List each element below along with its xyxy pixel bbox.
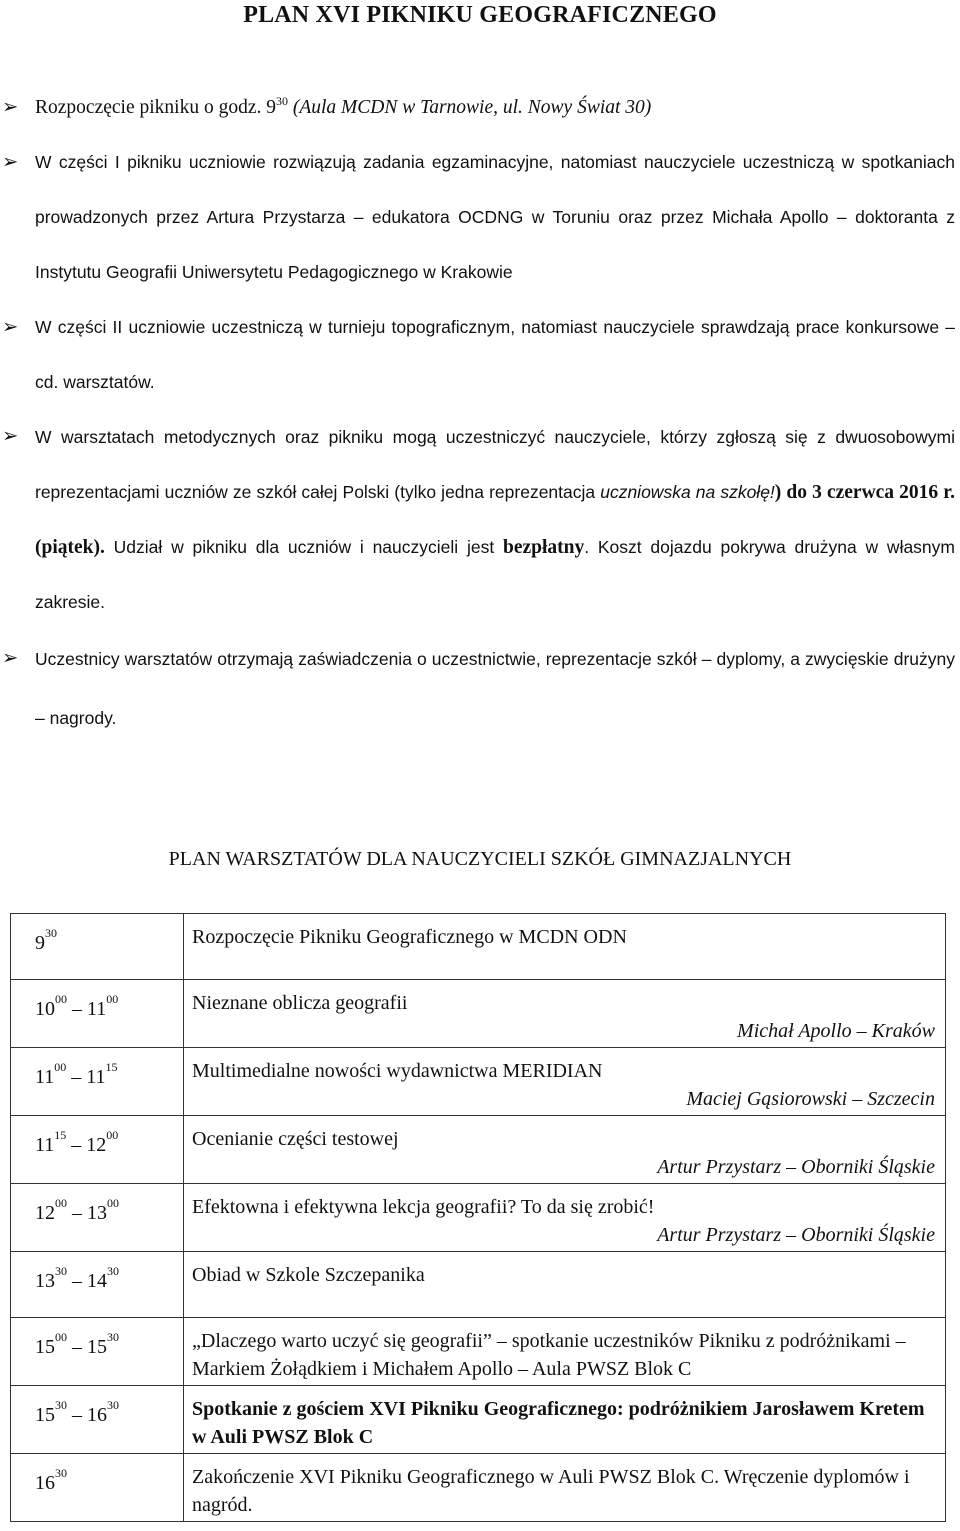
speaker-name: Artur Przystarz [657,1224,782,1246]
session-title: Rozpoczęcie Pikniku Geograficznego w MCDN ODN [192,926,627,948]
end-hour: 13 [87,1202,107,1224]
time-cell: $12^{00} - 13^{00}$ [11,1184,184,1252]
bullet-start [0,80,960,135]
arrow-bullet-icon: ➢ [2,152,19,173]
speaker-name: Maciej Gąsiorowski [686,1088,848,1110]
schedule-row [11,1184,946,1252]
time-cell: $10^{00} - 11^{00}$ [11,980,184,1048]
bullet-workshops [0,410,960,630]
time-cell: $11^{15} - 12^{00}$ [11,1116,184,1184]
description-cell [184,1252,946,1318]
start-hour: 15 [35,1404,55,1426]
start-hour: 13 [35,1270,55,1292]
speaker-separator: – [847,1088,868,1110]
arrow-bullet-icon: ➢ [2,426,19,447]
schedule-row [11,1454,946,1522]
start-hour: 15 [35,1336,55,1358]
end-hour: 16 [87,1404,107,1426]
start-minute: 00 [55,992,67,1006]
start-hour: 16 [35,1472,55,1494]
certificates-text: Uczestnicy warsztatów otrzymają zaświadczenia o uczestnictwie, reprezentacje szkół – dyplomy, a zwycięskie drużyny – nagrody. [35,649,955,728]
start-hour: 12 [35,1202,55,1224]
workshops-note: uczniowska na szkołę! [600,482,775,502]
bullet-part-one [0,135,960,300]
description-cell [184,914,946,980]
start-minute: 00 [55,1330,67,1344]
speaker-place: Oborniki Śląskie [801,1156,935,1178]
speaker-name: Artur Przystarz [657,1156,782,1178]
end-minute: 30 [107,1398,119,1412]
start-hour: 11 [35,1134,55,1156]
session-title: Ocenianie części testowej [192,1128,399,1150]
arrow-bullet-icon: ➢ [2,97,19,118]
time-cell: $13^{30} - 14^{30}$ [11,1252,184,1318]
session-title: Multimedialne nowości wydawnictwa MERIDIAN [192,1060,603,1082]
arrow-bullet-icon: ➢ [2,648,19,669]
session-title: Obiad w Szkole Szczepanika [192,1264,425,1286]
start-hour: 10 [35,998,55,1020]
schedule-row [11,1252,946,1318]
session-title: „Dlaczego warto uczyć się geografii” – spotkanie uczestników Pikniku z podróżnikami – Markiem Żołądkiem i Michałem Apollo – Aula PWSZ Blok C [192,1330,906,1380]
schedule-row [11,1386,946,1454]
speaker-place: Szczecin [867,1088,935,1110]
start-hour: 11 [35,1066,55,1088]
time-cell: $11^{00} - 11^{15}$ [11,1048,184,1116]
start-minute: 30 [55,1466,67,1480]
end-hour: 14 [87,1270,107,1292]
start-minute: 00 [55,1196,67,1210]
workshops-text: W warsztatach metodycznych oraz pikniku mogą uczestniczyć nauczyciele, którzy zgłoszą się z dwuosobowymi reprezentacjami uczniów ze szkół całej Polski (tylko jedna reprezentacja [35,427,955,502]
workshops-free: bezpłatny [502,537,585,558]
end-hour: 11 [87,998,107,1020]
schedule-table [10,913,946,1522]
part-one-text: W części I pikniku uczniowie rozwiązują zadania egzaminacyjne, natomiast nauczyciele uczestniczą w spotkaniach prowadzonych przez Artura Przystarza – edukatora OCDNG w Toruniu oraz przez Michała Apollo – doktoranta z Instytutu Geografii Uniwersytetu Pedagogicznego w Krakowie [35,152,955,282]
session-title: Efektowna i efektywna lekcja geografii? To da się zrobić! [192,1196,655,1218]
end-minute: 00 [106,1128,119,1142]
description-cell [184,1048,946,1116]
end-minute: 00 [107,1196,119,1210]
bullet-certificates [0,630,960,748]
schedule-row [11,1318,946,1386]
speaker-separator: – [851,1020,872,1042]
time-cell: $15^{00} - 15^{30}$ [11,1318,184,1386]
schedule-row [11,1116,946,1184]
session-title: Nieznane oblicza geografii [192,992,408,1014]
speaker-separator: – [781,1156,802,1178]
schedule-row [11,1048,946,1116]
end-minute: 30 [107,1264,119,1278]
page-title: PLAN XVI PIKNIKU GEOGRAFICZNEGO [243,2,717,28]
description-cell [184,980,946,1048]
start-minute: 30 [45,926,57,940]
start-hour: 9 [35,932,45,954]
start-time-minutes: 30 [275,94,288,108]
description-cell [184,1454,946,1522]
arrow-bullet-icon: ➢ [2,317,19,338]
session-title: Zakończenie XVI Pikniku Geograficznego w Auli PWSZ Blok C. Wręczenie dyplomów i nagród. [192,1466,910,1516]
start-place: (Aula MCDN w Tarnowie, ul. Nowy Świat 30) [287,97,652,118]
session-title: Spotkanie z gościem XVI Pikniku Geograficznego: podróżnikiem Jarosławem Kretem w Auli PWSZ Blok C [192,1398,925,1448]
end-minute: 00 [106,992,119,1006]
schedule-title: PLAN WARSZTATÓW DLA NAUCZYCIELI SZKÓŁ GIMNAZJALNYCH [168,848,792,870]
speaker-name: Michał Apollo [737,1020,852,1042]
bullet-part-two [0,300,960,410]
time-cell: $15^{30} - 16^{30}$ [11,1386,184,1454]
workshops-travel: . Koszt dojazdu pokrywa drużyna w własnym zakresie. [35,537,955,612]
speaker-separator: – [781,1224,802,1246]
end-minute: 30 [107,1330,119,1344]
time-cell [11,1454,184,1522]
speaker-place: Oborniki Śląskie [801,1224,935,1246]
session-speaker [192,1153,935,1181]
description-cell [184,1386,946,1454]
session-speaker [192,1221,935,1249]
start-minute: 30 [55,1398,67,1412]
schedule-row [11,980,946,1048]
part-two-text: W części II uczniowie uczestniczą w turnieju topograficznym, natomiast nauczyciele sprawdzają prace konkursowe – cd. warsztatów. [35,317,955,392]
start-minute: 30 [55,1264,67,1278]
end-minute: 15 [105,1060,118,1074]
end-hour: 15 [87,1336,107,1358]
start-minute: 15 [54,1128,67,1142]
description-cell [184,1116,946,1184]
info-bullet-list [0,80,960,748]
workshops-fee-text: Udział w pikniku dla uczniów i nauczycieli jest [104,537,503,557]
description-cell [184,1318,946,1386]
session-speaker [192,1085,935,1113]
description-cell [184,1184,946,1252]
start-minute: 00 [54,1060,67,1074]
end-hour: 12 [86,1134,107,1156]
time-cell [11,914,184,980]
start-text: Rozpoczęcie pikniku o godz. 9 [35,97,276,118]
speaker-place: Kraków [871,1020,935,1042]
workshops-deadline: ) do 3 czerwca 2016 r. (piątek). [35,482,955,558]
schedule-row [11,914,946,980]
end-hour: 11 [86,1066,106,1088]
session-speaker [192,1017,935,1045]
